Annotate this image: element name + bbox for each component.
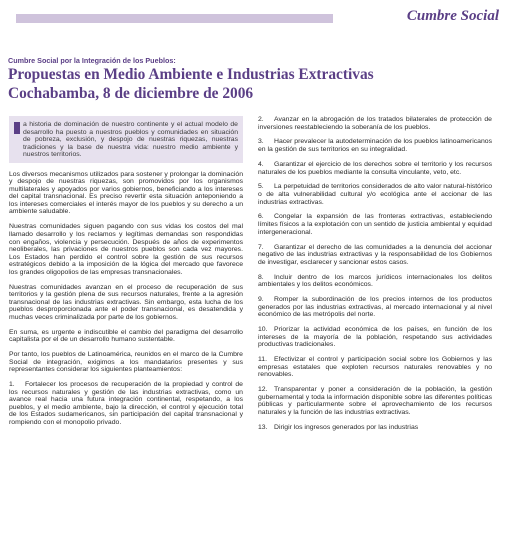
drop-cap xyxy=(14,122,20,134)
point-item xyxy=(258,244,492,267)
point-number: 8. xyxy=(258,273,264,281)
point-item xyxy=(258,183,492,206)
paragraph: Por tanto, los pueblos de Latinoamérica, reunidos en el marco de la Cumbre Social de integración, exigimos a los mandatarios presentes y sus representantes considerar los siguientes planteamientos: xyxy=(9,351,243,374)
point-text: Efectivizar el control y participación social sobre los Gobiernos y las empresas estatales que exploten recursos naturales renovables y no renovables. xyxy=(258,356,492,379)
point-text: Garantizar el ejercicio de los derechos sobre el territorio y los recursos naturales de los pueblos mediante la consulta vinculante, veto, etc. xyxy=(258,160,492,176)
point-number: 10. xyxy=(258,326,268,334)
article-title-line-1: Propuestas en Medio Ambiente e Industrias Extractivas xyxy=(8,66,374,83)
point-number: 4. xyxy=(258,160,264,168)
point-number: 7. xyxy=(258,243,264,251)
point-item xyxy=(9,381,243,426)
point-item xyxy=(258,386,492,416)
point-number: 9. xyxy=(258,296,264,304)
point-item xyxy=(258,161,492,176)
intro-box xyxy=(9,116,243,163)
point-text: La perpetuidad de territorios considerados de alto valor natural-histórico o de alta vulnerabilidad cultural y/o ecológica ante el accionar de las industrias extractivas. xyxy=(258,183,492,206)
point-number: 13. xyxy=(258,423,268,431)
right-column xyxy=(258,116,492,439)
point-number: 1. xyxy=(9,381,15,389)
point-number: 11. xyxy=(258,356,268,364)
point-number: 6. xyxy=(258,213,264,221)
point-number: 2. xyxy=(258,116,264,123)
point-item xyxy=(258,296,492,319)
point-text: Fortalecer los procesos de recuperación de la propiedad y control de los recursos naturales y gestión de las industrias extractivas, como un avance real hacia una futura integración continental, respetando, a los pueblos, y el medio ambiente, bajo la dirección, el control y ejecución total de los Estados sudamericanos, sin participación del capital transnacional y rompiendo con el monopolio privado. xyxy=(9,381,243,426)
point-text: Dirigir los ingresos generados por las industrias xyxy=(274,423,419,431)
point-number: 5. xyxy=(258,183,264,191)
point-text: Congelar la expansión de las fronteras extractivas, estableciendo límites físicos a la explotación con un sentido de justicia ambiental y equidad intergeneracional. xyxy=(258,213,492,236)
paragraph: Nuestras comunidades avanzan en el proceso de recuperación de sus territorios y la gestión plena de sus recursos naturales, frente a la agresión transnacional de las industrias extractivas. Sin embargo, esta lucha de los pueblos desproporcionada ante el poder transnacional, es desatendida y muchas veces criminalizada por parte de los gobiernos. xyxy=(9,283,243,321)
paragraph: Los diversos mecanismos utilizados para sostener y prolongar la dominación y despojo de nuestras riquezas, son promovidos por los organismos multilaterales y apoyados por varios gobiernos, beneficiando a los intereses del capital transnacional. Es preciso revertir esta situación anteponiendo a los intereses comerciales el interés mayor de los pueblos y su derecho a un ambiente saludable. xyxy=(9,170,243,216)
point-text: Avanzar en la abrogación de los tratados bilaterales de protección de inversiones reestableciendo la soberanía de los pueblos. xyxy=(258,116,492,131)
intro-text: a historia de dominación de nuestro continente y el actual modelo de desarrollo ha puesto a nuestros pueblos y comunidades en situación de pobreza, exclusión, y despojo de nuestras riquezas, nuestras tradiciones y la base de nuestra vida: nuestro medio ambiente y nuestros territorios. xyxy=(23,121,238,159)
point-text: Hacer prevalecer la autodeterminación de los pueblos latinoamericanos en la gestión de sus territorios en su integralidad. xyxy=(258,138,492,154)
article-title-line-2: Cochabamba, 8 de diciembre de 2006 xyxy=(8,84,254,102)
paragraph: En suma, es urgente e indiscutible el cambio del paradigma del desarrollo capitalista por el de un desarrollo humano sustentable. xyxy=(9,328,243,344)
point-item xyxy=(258,326,492,349)
paragraph: Nuestras comunidades siguen pagando con sus vidas los costos del mal llamado desarrollo y los reclamos y legítimas demandas son respondidas con engaños, violencia y persecución. Después de años de experimentos neoliberales, las privaciones de nuestros pueblos son cada vez mayores. Los Estados han perdido el control sobre la gestión de sus recursos estratégicos debido a la imposición de la lógica del mercado que favorece los grandes oligopolios de las empresas transnacionales. xyxy=(9,223,243,276)
point-number: 3. xyxy=(258,138,264,146)
point-text: Incluir dentro de los marcos jurídicos internacionales los delitos ambientales y los delitos económicos. xyxy=(258,273,492,289)
left-column xyxy=(9,116,243,434)
article-title xyxy=(8,66,428,103)
point-item xyxy=(258,424,492,432)
point-item xyxy=(258,138,492,153)
point-item xyxy=(258,356,492,379)
section-title: Cumbre Social xyxy=(333,2,503,30)
point-text: Priorizar la actividad económica de los países, en función de los intereses de la mayoría de la población, respetando sus actividades productivas tradicionales. xyxy=(258,326,492,349)
point-text: Garantizar el derecho de las comunidades a la denuncia del accionar negativo de las industrias extractivas y la responsabilidad de los Gobiernos de investigar, esclarecer y sancionar estos casos. xyxy=(258,243,492,266)
article-kicker: Cumbre Social por la Integración de los Pueblos: xyxy=(8,56,176,65)
point-item xyxy=(258,274,492,289)
point-text: Transparentar y poner a consideración de la población, la gestión gubernamental y toda la información disponible sobre las diferentes políticas públicas y particularmente sobre el aprovechamiento de los recursos naturales y la función de las industrias extractivas. xyxy=(258,386,492,416)
point-item xyxy=(258,213,492,236)
point-item xyxy=(258,116,492,131)
point-text: Romper la subordinación de los precios internos de los productos generados por las industrias extractivas, al mercado internacional y al nivel económico de las metrópolis del norte. xyxy=(258,296,492,319)
point-number: 12. xyxy=(258,386,268,394)
